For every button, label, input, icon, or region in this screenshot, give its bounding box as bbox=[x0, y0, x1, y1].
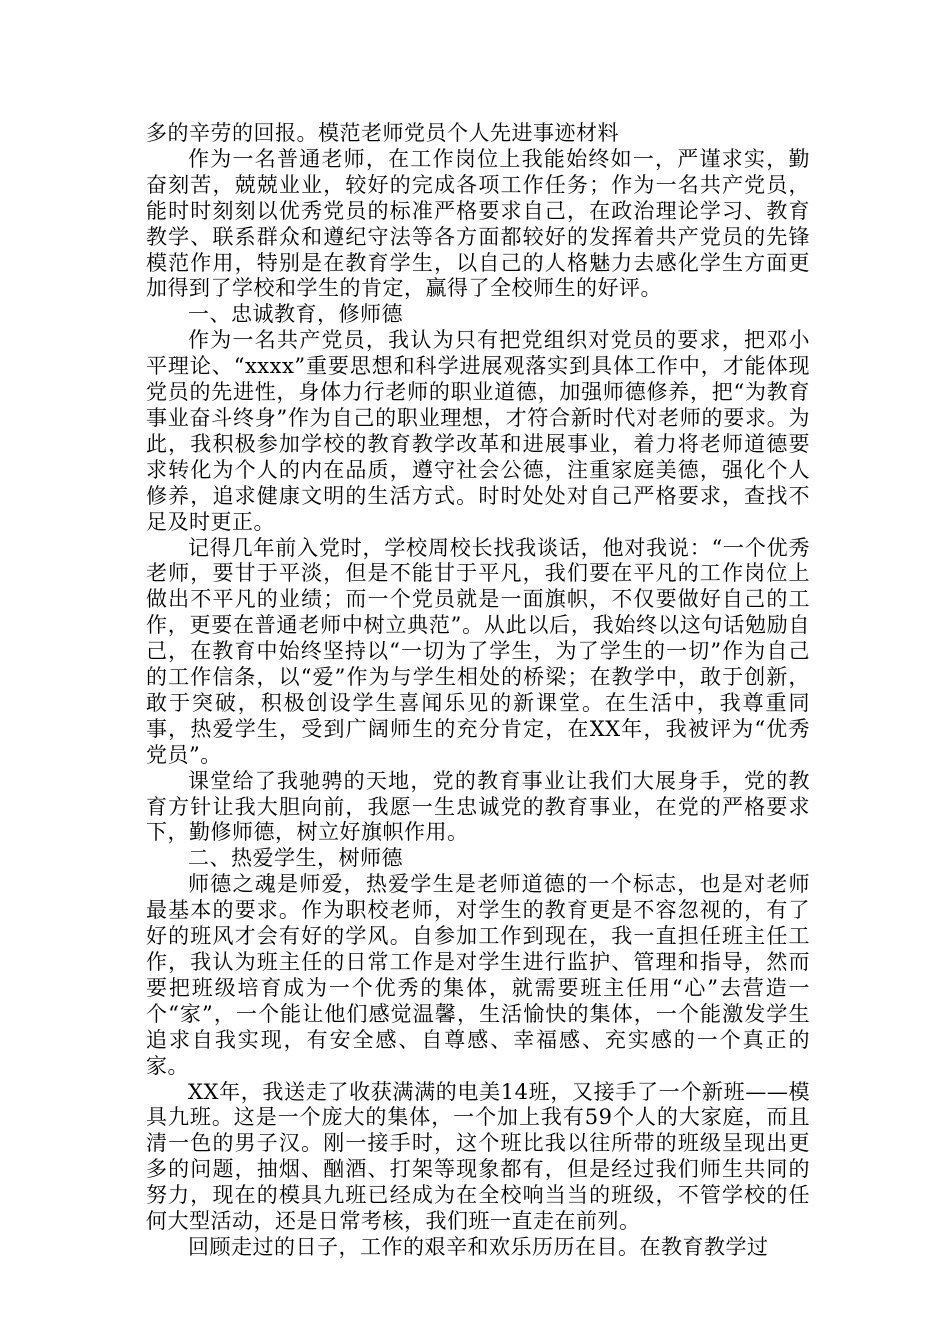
document-paragraph: XX年，我送走了收获满满的电美14班，又接手了一个新班——模具九班。这是一个庞大的集体，一个加上我有59个人的大家庭，而且清一色的男子汉。刚一接手时，这个班比我以往所带的班级呈现出更多的问题，抽烟、酗酒、打架等现象都有，但是经过我们师生共同的努力，现在的模具九班已经成为在全校响当当的班级，不管学校的任何大型活动，还是日常考核，我们班一直走在前列。 bbox=[146, 1079, 810, 1234]
document-paragraph: 课堂给了我驰骋的天地，党的教育事业让我们大展身手，党的教育方针让我大胆向前，我愿一生忠诚党的教育事业，在党的严格要求下，勤修师德，树立好旗帜作用。 bbox=[146, 768, 810, 845]
document-page bbox=[146, 121, 810, 1261]
document-paragraph: 多的辛劳的回报。模范老师党员个人先进事迹材料 bbox=[146, 121, 619, 145]
section-heading: 二、热爱学生，树师德 bbox=[188, 846, 403, 871]
document-paragraph: 回顾走过的日子，工作的艰辛和欢乐历历在目。在教育教学过 bbox=[188, 1234, 769, 1259]
document-paragraph: 作为一名共产党员，我认为只有把党组织对党员的要求，把邓小平理论、“xxxx”重要思想和科学进展观落实到具体工作中，才能体现党员的先进性，身体力行老师的职业道德，加强师德修养，把“为教育事业奋斗终身”作为自己的职业理想，才符合新时代对老师的要求。为此，我积极参加学校的教育教学改革和进展事业，着力将老师道德要求转化为个人的内在品质，遵守社会公德，注重家庭美德，强化个人修养，追求健康文明的生活方式。时时处处对自己严格要求，查找不足及时更正。 bbox=[146, 328, 810, 534]
document-paragraph: 师德之魂是师爱，热爱学生是老师道德的一个标志，也是对老师最基本的要求。作为职校老师，对学生的教育更是不容忽视的，有了好的班风才会有好的学风。自参加工作到现在，我一直担任班主任工作，我认为班主任的日常工作是对学生进行监护、管理和指导，然而要把班级培育成为一个优秀的集体，就需要班主任用“心”去营造一个“家”，一个能让他们感觉温馨，生活愉快的集体，一个能激发学生追求自我实现，有安全感、自尊感、幸福感、充实感的一个真正的家。 bbox=[146, 872, 810, 1078]
document-paragraph: 记得几年前入党时，学校周校长找我谈话，他对我说：“一个优秀老师，要甘于平淡，但是不能甘于平凡，我们要在平凡的工作岗位上做出不平凡的业绩；而一个党员就是一面旗帜，不仅要做好自己的工作，更要在普通老师中树立典范”。从此以后，我始终以这句话勉励自己，在教育中始终坚持以“一切为了学生，为了学生的一切”作为自己的工作信条，以“爱”作为与学生相处的桥梁；在教学中，敢于创新，敢于突破，积极创设学生喜闻乐见的新课堂。在生活中，我尊重同事，热爱学生，受到广阔师生的充分肯定，在XX年，我被评为“优秀党员”。 bbox=[146, 535, 810, 767]
section-heading: 一、忠诚教育，修师德 bbox=[188, 302, 403, 327]
document-paragraph: 作为一名普通老师，在工作岗位上我能始终如一，严谨求实，勤奋刻苦，兢兢业业，较好的完成各项工作任务；作为一名共产党员，能时时刻刻以优秀党员的标准严格要求自己，在政治理论学习、教育教学、联系群众和遵纪守法等各方面都较好的发挥着共产党员的先锋模范作用，特别是在教育学生，以自己的人格魅力去感化学生方面更加得到了学校和学生的肯定，赢得了全校师生的好评。 bbox=[146, 146, 810, 301]
